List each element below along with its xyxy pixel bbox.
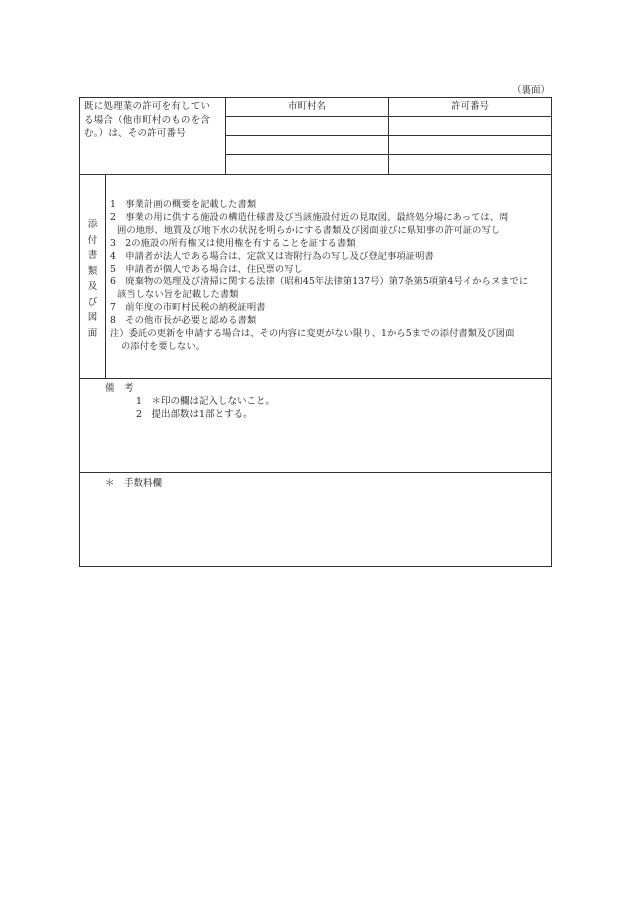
permit-number-field[interactable] <box>389 136 551 154</box>
fee-field[interactable] <box>80 490 551 564</box>
permit-table-header <box>226 98 551 117</box>
fee-title: ＊ 手数料欄 <box>105 478 163 489</box>
attachment-item: 1 事業計画の概要を記載した書類 <box>110 199 257 210</box>
attachment-item: 6 廃棄物の処理及び清掃に関する法律（昭和45年法律第137号）第7条第5項第4号イからヌまでに <box>110 276 529 288</box>
attachment-item-continuation: 囲の地形、地質及び地下水の状況を明らかにする書類及び図面並びに県知事の許可証の写し <box>117 224 501 236</box>
attachment-item: 7 前年度の市町村民税の納税証明書 <box>110 302 266 314</box>
remarks-section <box>80 378 551 473</box>
heading-char: び <box>87 296 98 308</box>
municipality-header: 市町村名 <box>226 98 389 116</box>
attachment-item: 4 申請者が法人である場合は、定款又は寄附行為の写し及び登記事項証明書 <box>110 250 434 262</box>
attachment-item: 3 2の施設の所有権又は使用権を有することを証する書類 <box>110 237 356 249</box>
attachment-note-continuation: の添付を要しない。 <box>121 340 206 352</box>
attachment-item: 2 事業の用に供する施設の構造仕様書及び当該施設付近の見取図、最終処分場にあっては、周 <box>110 211 509 223</box>
attachments-heading <box>80 174 106 378</box>
existing-permit-section <box>80 98 551 175</box>
permit-number-field[interactable] <box>389 155 551 174</box>
attachment-item-continuation: 該当しない旨を記載した書類 <box>117 289 239 301</box>
heading-char: 添 <box>87 219 98 230</box>
application-form-back <box>79 97 552 567</box>
permit-table-row <box>226 155 551 174</box>
existing-permit-label <box>80 98 226 174</box>
attachment-item: 5 申請者が個人である場合は、住民票の写し <box>110 263 303 275</box>
existing-permit-label-line: む。）は、その許可番号 <box>84 128 186 139</box>
heading-char: 類 <box>87 265 98 277</box>
attachment-note: 注）委託の更新を申請する場合は、その内容に変更がない限り、1から5までの添付書類及び図面 <box>110 328 515 340</box>
heading-char: 及 <box>87 281 98 292</box>
remarks-item: 2 提出部数は1部とする。 <box>136 409 253 420</box>
existing-permit-label-line: る場合（他市町村のものを含 <box>84 114 211 126</box>
page-side-label: （裏面） <box>512 85 551 96</box>
permit-number-table <box>226 98 551 174</box>
heading-char: 書 <box>87 250 98 261</box>
attachment-item: 8 その他市長が必要と認める書類 <box>110 315 257 327</box>
heading-char: 面 <box>87 327 98 339</box>
attachments-list <box>110 199 548 354</box>
permit-table-row <box>226 136 551 155</box>
permit-number-field[interactable] <box>389 117 551 135</box>
permit-number-header: 許可番号 <box>450 101 489 112</box>
attachments-section <box>80 174 551 379</box>
heading-char: 付 <box>87 234 98 246</box>
heading-char: 図 <box>87 312 98 323</box>
remarks-title: 備 考 <box>105 383 134 394</box>
existing-permit-label-line: 既に処理業の許可を有してい <box>84 101 211 112</box>
municipality-field[interactable] <box>226 155 389 174</box>
municipality-field[interactable] <box>226 136 389 154</box>
permit-table-row <box>226 117 551 136</box>
municipality-field[interactable] <box>226 117 389 135</box>
fee-section <box>80 472 551 566</box>
remarks-item: 1 ＊印の欄は記入しないこと。 <box>136 396 276 407</box>
